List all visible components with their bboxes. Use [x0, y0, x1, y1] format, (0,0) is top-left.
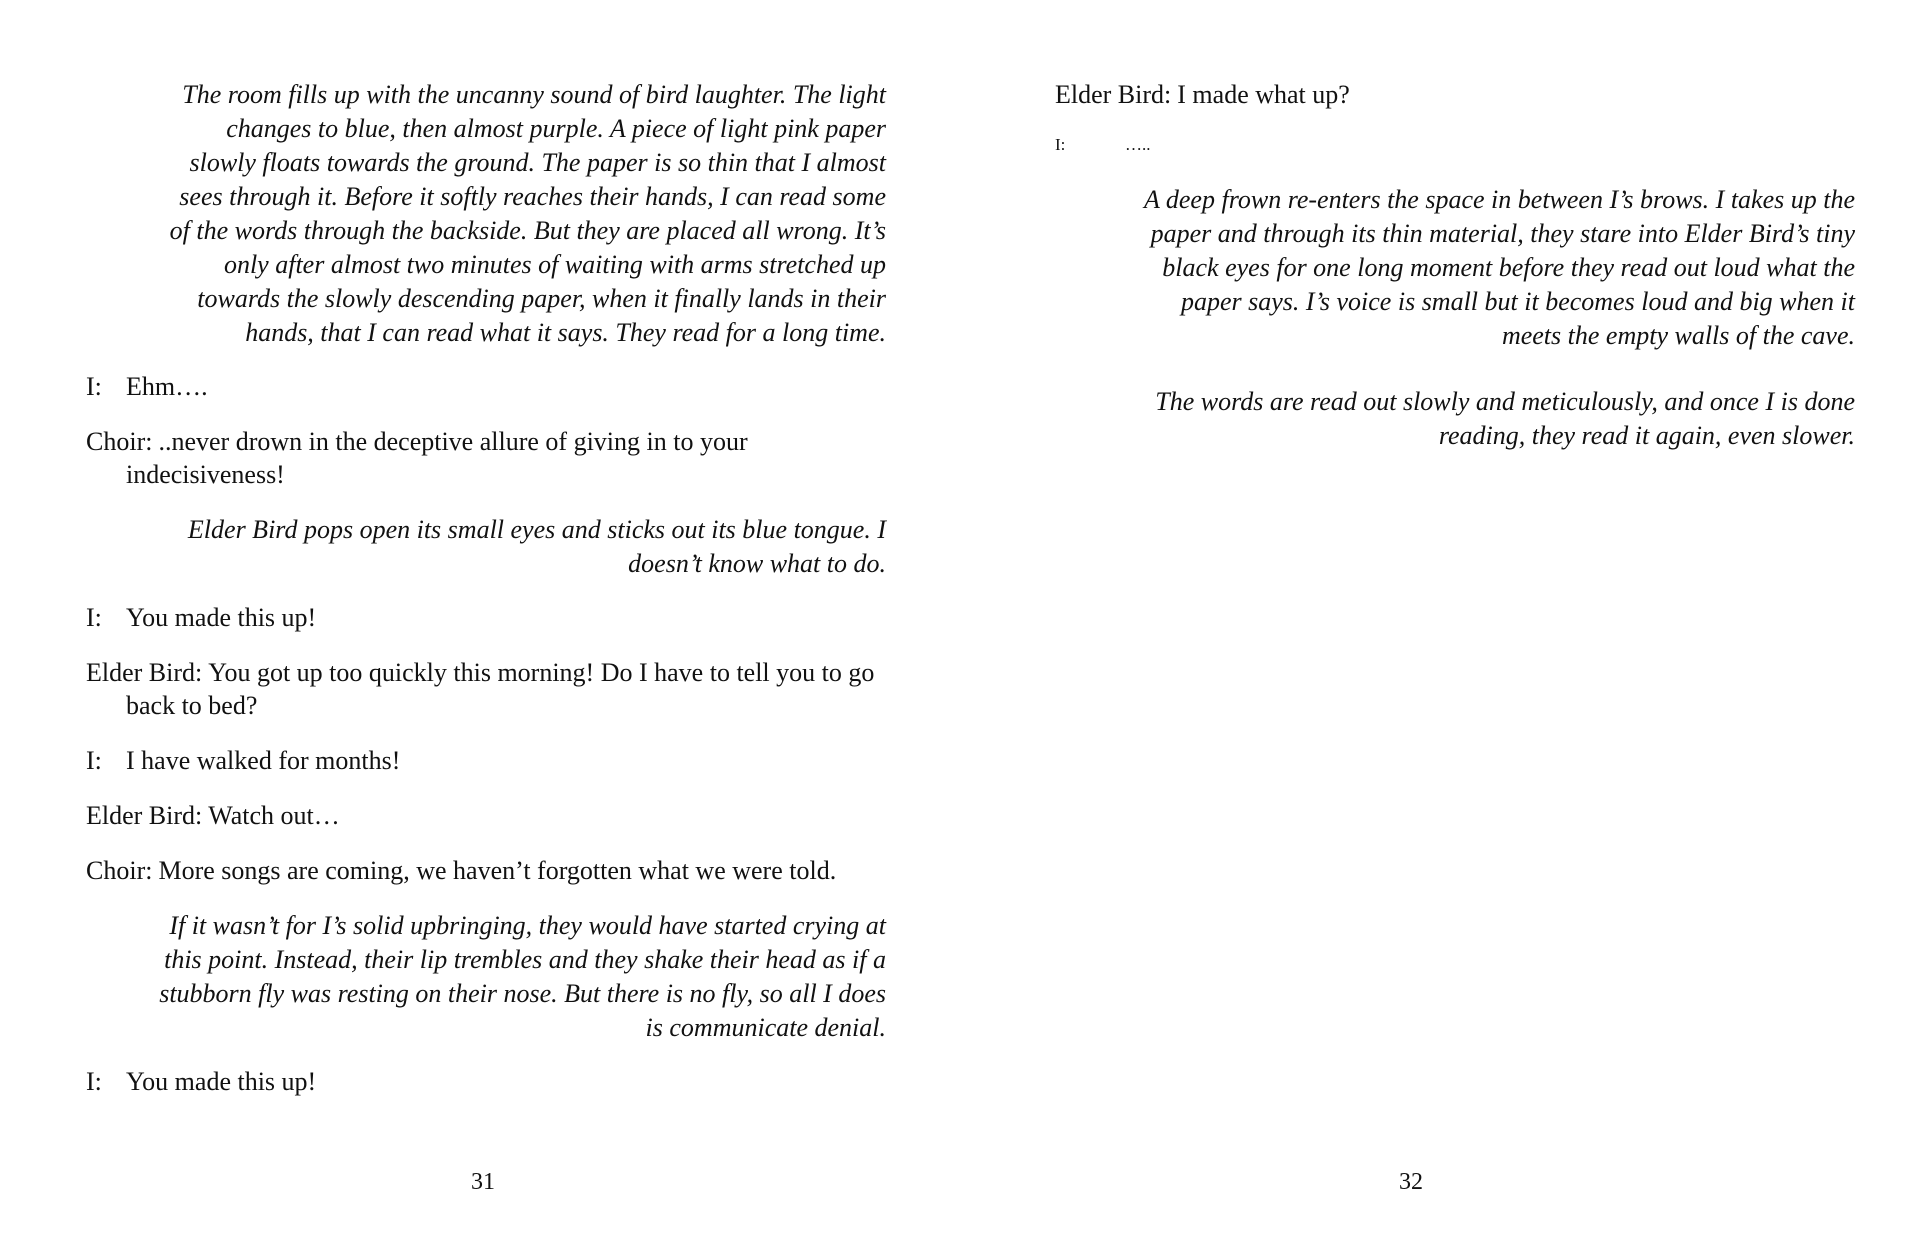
- dialogue-text: I made what up?: [1177, 80, 1350, 109]
- dialogue-line: [86, 601, 886, 634]
- stage-direction: If it wasn’t for I’s solid upbringing, they would have started crying at this point. Instead, their lip trembles and they shake their head as if a stubborn fly was resting on their nose. But there is no fly, so all I does is communicate denial.: [159, 911, 886, 1042]
- dialogue-line: [86, 656, 886, 722]
- speaker-name: I:: [86, 372, 102, 401]
- left-page: [0, 0, 963, 1247]
- speaker-name: Choir:: [86, 856, 153, 885]
- speaker-name: I:: [86, 603, 102, 632]
- dialogue-line: [86, 370, 886, 403]
- stage-direction: A deep frown re-enters the space in between I’s brows. I takes up the paper and through its thin material, they stare into Elder Bird’s tiny black eyes for one long moment before they read out loud what the paper says. I’s voice is small but it becomes loud and big when it meets the empty walls of the cave.: [1143, 185, 1855, 350]
- dialogue-line: [86, 425, 886, 491]
- dialogue-line: [86, 744, 886, 777]
- dialogue-text: ..never drown in the deceptive allure of giving in to your indecisiveness!: [126, 427, 748, 489]
- dialogue-line: [86, 854, 886, 887]
- dialogue-text: Ehm….: [126, 372, 208, 401]
- stage-direction: Elder Bird pops open its small eyes and sticks out its blue tongue. I doesn’t know what to do.: [187, 515, 886, 578]
- dialogue-text: More songs are coming, we haven’t forgotten what we were told.: [158, 856, 837, 885]
- right-page-content: [1055, 78, 1855, 473]
- dialogue-line: [86, 1065, 886, 1098]
- dialogue-text: Watch out…: [208, 801, 340, 830]
- speaker-name: Elder Bird:: [1055, 80, 1172, 109]
- speaker-name: I:: [1055, 135, 1066, 154]
- dialogue-text: I have walked for months!: [126, 746, 401, 775]
- stage-direction: The room fills up with the uncanny sound of bird laughter. The light changes to blue, then almost purple. A piece of light pink paper slowly floats towards the ground. The paper is so thin that I almost sees through it. Before it softly reaches their hands, I can read some of the words through the backside. But they are placed all wrong. It’s only after almost two minutes of waiting with arms stretched up towards the slowly descending paper, when it finally lands in their hands, that I can read what it says. They read for a long time.: [169, 80, 886, 347]
- dialogue-line: [1055, 133, 1855, 157]
- dialogue-text: You made this up!: [126, 1067, 317, 1096]
- stage-direction: The words are read out slowly and meticulously, and once I is done reading, they read it again, even slower.: [1155, 387, 1855, 450]
- right-page: [963, 0, 1926, 1247]
- dialogue-text: You got up too quickly this morning! Do I have to tell you to go back to bed?: [126, 658, 875, 720]
- dialogue-line: [1055, 78, 1855, 111]
- dialogue-line: [86, 799, 886, 832]
- page-number: 32: [1399, 1169, 1423, 1195]
- left-page-content: [86, 78, 886, 1120]
- dialogue-text: …..: [1125, 135, 1151, 154]
- speaker-name: I:: [86, 746, 102, 775]
- speaker-name: Choir:: [86, 427, 153, 456]
- speaker-name: Elder Bird:: [86, 801, 203, 830]
- dialogue-text: You made this up!: [126, 603, 317, 632]
- page-number: 31: [471, 1169, 495, 1195]
- speaker-name: I:: [86, 1067, 102, 1096]
- speaker-name: Elder Bird:: [86, 658, 203, 687]
